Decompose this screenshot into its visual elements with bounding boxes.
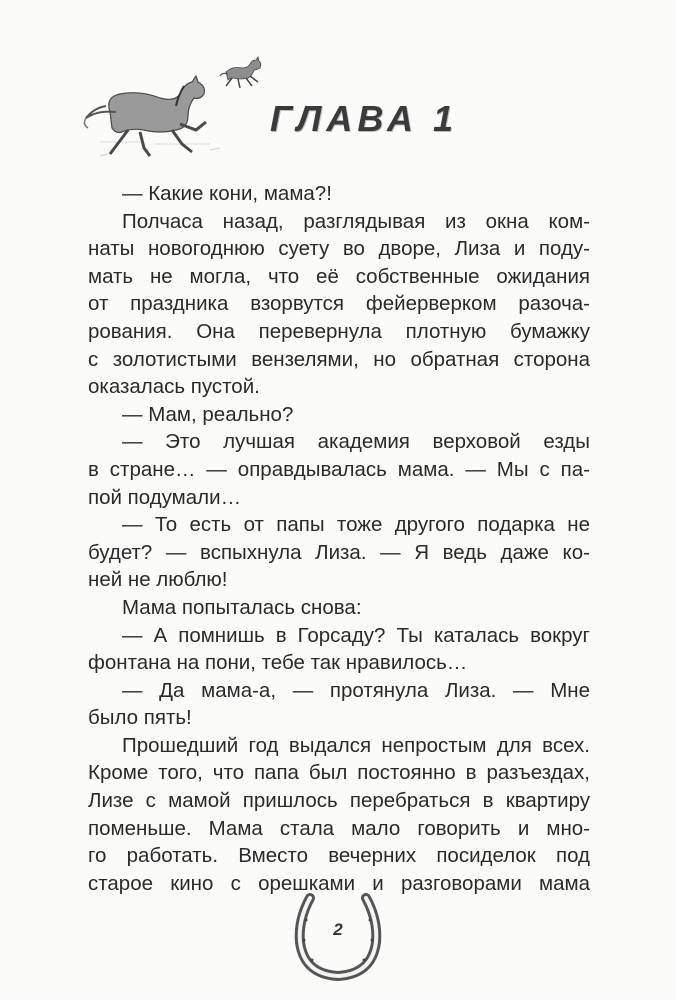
text-line: Мама попыталась снова: [122, 595, 362, 619]
text-line: в стране… — оправдывалась мама. — Мы с па- [88, 457, 590, 481]
paragraph [88, 401, 590, 429]
text-line: с золотистыми вензелями, но обратная сторона [88, 347, 590, 371]
text-line: ней не люблю! [88, 568, 228, 592]
text-line: Лизе с мамой пришлось перебраться в квартиру [88, 789, 590, 813]
paragraph [88, 677, 590, 732]
text-line: — Да мама-а, — протянула Лиза. — Мне [122, 678, 590, 702]
text-line: — То есть от папы тоже другого подарка не [122, 513, 590, 537]
text-line: го работать. Вместо вечерних посиделок под [88, 844, 590, 868]
text-line: — Это лучшая академия верховой езды [122, 430, 590, 454]
text-line: было пять! [88, 706, 192, 730]
page-number: 2 [333, 920, 343, 939]
galloping-horse-icon [80, 72, 230, 162]
chapter-header [80, 50, 600, 160]
text-line: наты новогоднюю суету во дворе, Лиза и поду- [88, 237, 590, 261]
chapter-title: ГЛАВА 1 [270, 98, 458, 139]
small-horse-icon [218, 56, 264, 92]
text-line: — Мам, реально? [122, 402, 294, 426]
paragraph [88, 511, 590, 594]
paragraph [88, 180, 590, 208]
text-line: Прошедший год выдался непростым для всех. [122, 733, 590, 757]
text-line: Кроме того, что папа был постоянно в разъездах, [88, 761, 590, 785]
text-line: мать не могла, что её собственные ожидания [88, 264, 590, 288]
paragraph [88, 732, 590, 898]
chapter-text [88, 180, 590, 897]
text-line: пой подумали… [88, 485, 242, 509]
paragraph [88, 594, 590, 622]
text-line: старое кино с орешками и разговорами мама [88, 871, 590, 895]
horseshoe-icon [288, 890, 388, 990]
text-line: — Какие кони, мама?! [122, 182, 332, 205]
paragraph [88, 208, 590, 401]
text-line: от праздника взорвутся фейерверком разоча- [88, 292, 590, 316]
text-line: фонтана на пони, тебе так нравилось… [88, 651, 468, 675]
paragraph [88, 428, 590, 511]
text-line: Полчаса назад, разглядывая из окна ком- [122, 209, 590, 233]
text-line: — А помнишь в Горсаду? Ты каталась вокруг [122, 623, 590, 647]
page-footer [288, 890, 388, 1000]
text-line: рования. Она перевернула плотную бумажку [88, 319, 590, 343]
text-line: поменьше. Мама стала мало говорить и мно- [88, 816, 590, 840]
text-line: будет? — вспыхнула Лиза. — Я ведь даже ко- [88, 540, 590, 564]
text-line: оказалась пустой. [88, 375, 260, 399]
paragraph [88, 622, 590, 677]
